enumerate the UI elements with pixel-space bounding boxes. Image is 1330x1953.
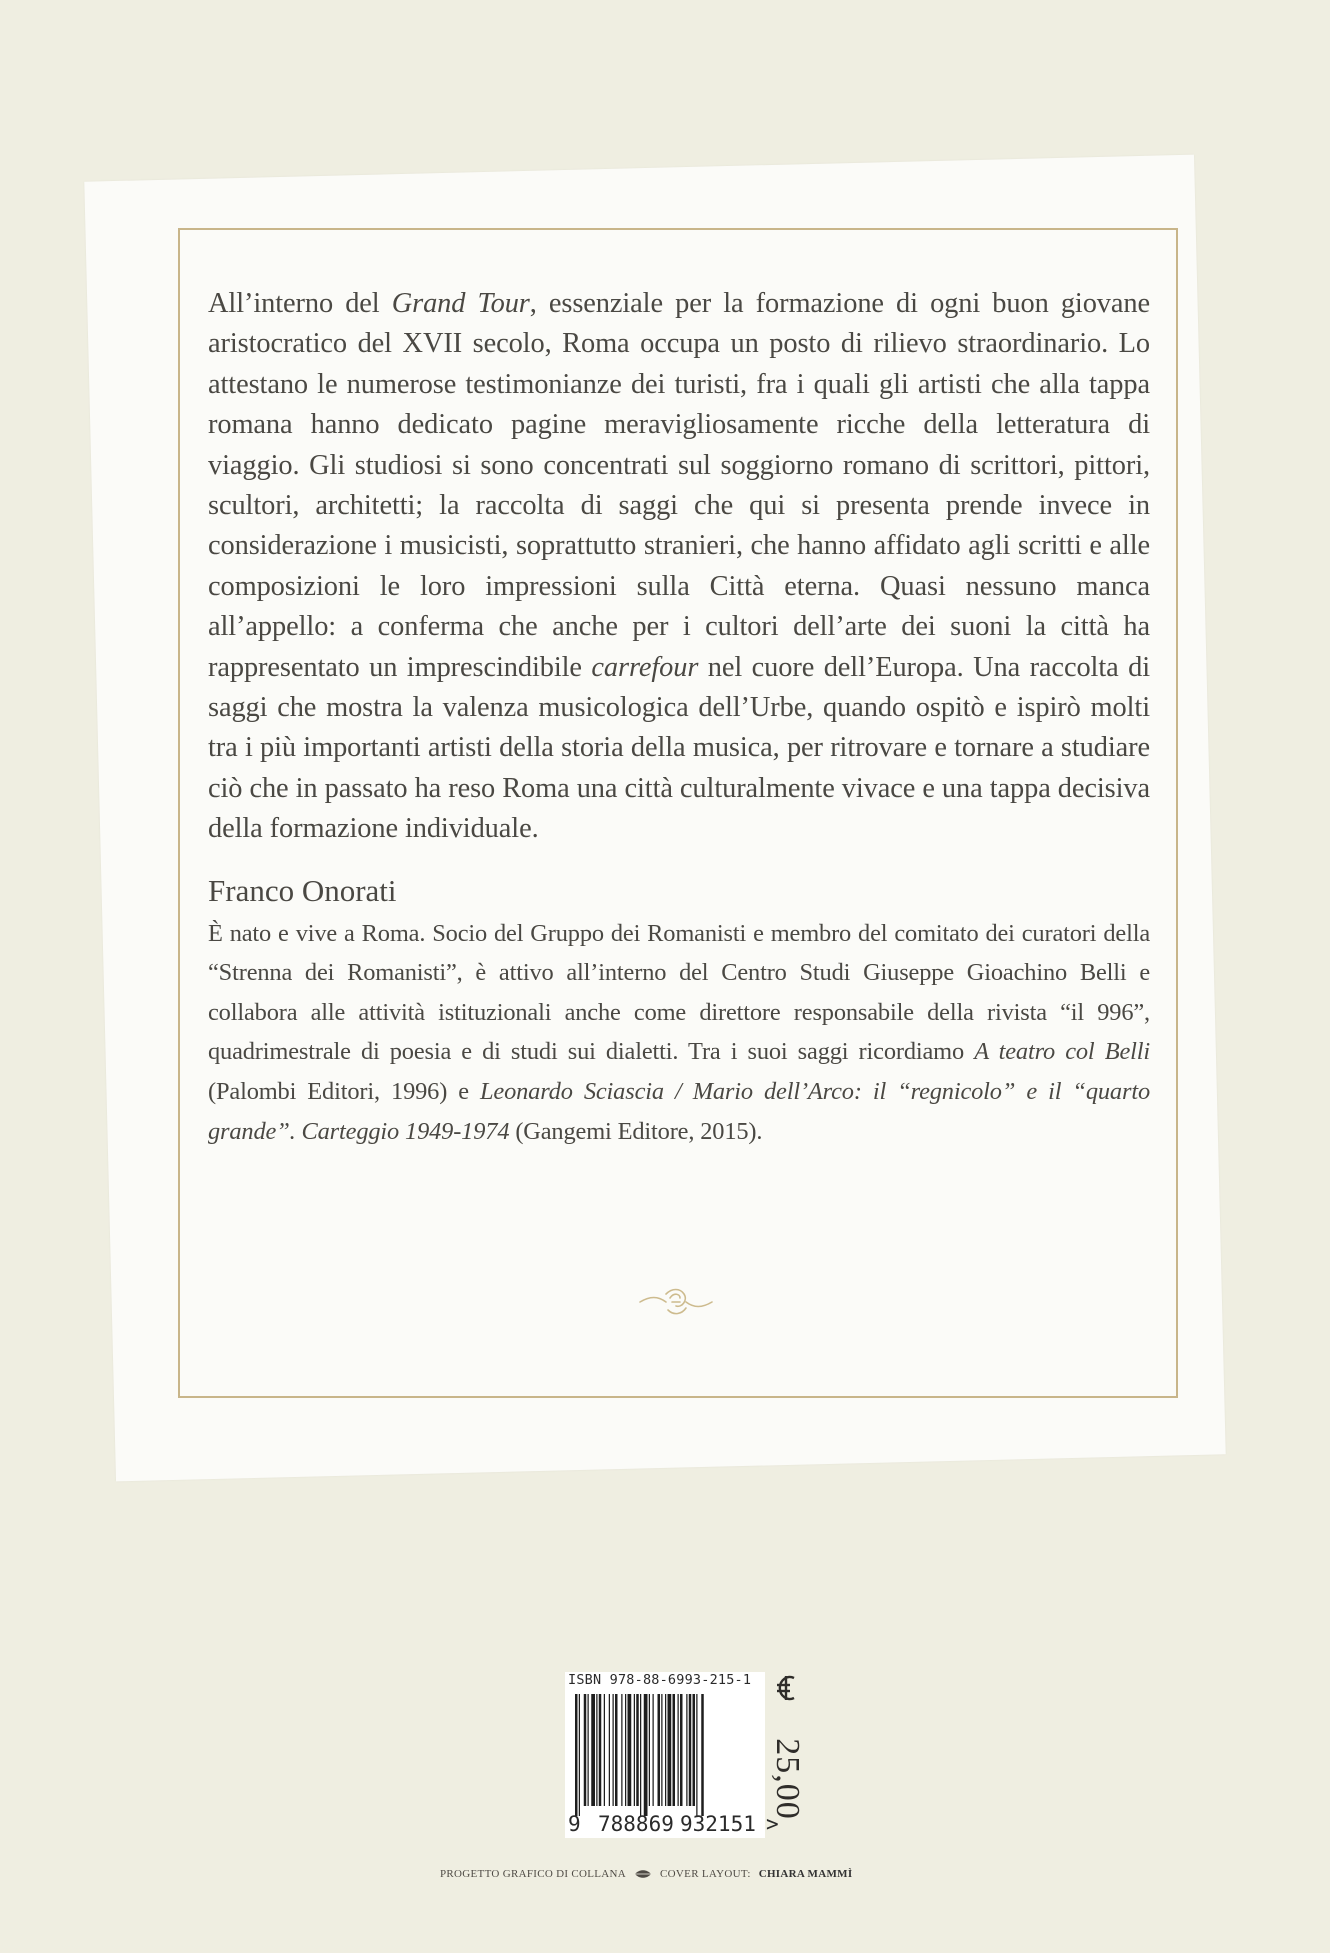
ean-arrow: >	[766, 1812, 779, 1836]
bio-text-2: (Palombi Editori, 1996) e	[208, 1078, 480, 1106]
credits-series-design: PROGETTO GRAFICO DI COLLANA	[440, 1868, 627, 1880]
ean-first-digit: 9	[568, 1812, 581, 1836]
price: 25,00	[769, 1738, 806, 1820]
leaf-separator-icon	[634, 1869, 652, 1879]
ornament-icon	[636, 1284, 716, 1320]
bio-italic-2: Leonardo Sciascia / Mario dell’Arco: il “regnicolo” e il “quarto grande”. Carteggio 1949-1974	[208, 1078, 1150, 1145]
bio-italic-1: A teatro col Belli	[974, 1038, 1150, 1066]
ean-group-1: 788869	[598, 1812, 674, 1836]
blurb-text-3: nel cuore dell’Europa. Una raccolta di saggi che mostra la valenza musicologica dell’Urbe, quando ospitò e ispirò molti tra i più importanti artisti della storia della musica, per ritrovare e tornare a studiare ciò che in passato ha reso Roma una città culturalmente vivace e una tappa decisiva della formazione individuale.	[208, 651, 1150, 845]
credits-cover-layout: COVER LAYOUT:	[660, 1868, 751, 1880]
bio-text-3: (Gangemi Editore, 2015).	[509, 1117, 763, 1145]
bio-text-1: È nato e vive a Roma. Socio del Gruppo dei Romanisti e membro del comitato dei curatori della “Strenna dei Romanisti”, è attivo all’interno del Centro Studi Giuseppe Gioachino Belli e collabora alle attività istituzionali anche come direttore responsabile della rivista “il 996”, quadrimestrale di poesia e di studi sui dialetti. Tra i suoi saggi ricordiamo	[208, 919, 1150, 1066]
barcode	[575, 1694, 765, 1816]
book-blurb	[208, 284, 1150, 850]
credits-designer-name: CHIARA MAMMÌ	[758, 1868, 853, 1880]
blurb-text-2: , essenziale per la formazione di ogni buon giovane aristocratico del XVII secolo, Roma occupa un posto di rilievo straordinario. Lo attestano le numerose testimonianze dei turisti, fra i quali gli artisti che alla tappa romana hanno dedicato pagine meravigliosamente ricche della letteratura di viaggio. Gli studiosi si sono concentrati sul soggiorno romano di scrittori, pittori, scultori, architetti; la raccolta di saggi che qui si presenta prende invece in considerazione i musicisti, soprattutto stranieri, che hanno affidato agli scritti e alle composizioni le loro impressioni sulla Città eterna. Quasi nessuno manca all’appello: a conferma che anche per i cultori dell’arte dei suoni la città ha rappresentato un imprescindibile	[208, 288, 1151, 683]
euro-currency-icon	[772, 1672, 800, 1704]
isbn-label: ISBN 978-88-6993-215-1	[568, 1672, 752, 1688]
blurb-italic-1: Grand Tour	[391, 288, 530, 319]
blurb-text-1: All’interno del	[208, 288, 392, 319]
ean-group-2: 932151	[680, 1812, 756, 1836]
design-credits	[440, 1868, 940, 1880]
back-cover-content	[208, 284, 1150, 1151]
author-bio	[208, 914, 1150, 1152]
blurb-italic-2: carrefour	[591, 651, 699, 683]
author-name: Franco Onorati	[208, 872, 397, 908]
